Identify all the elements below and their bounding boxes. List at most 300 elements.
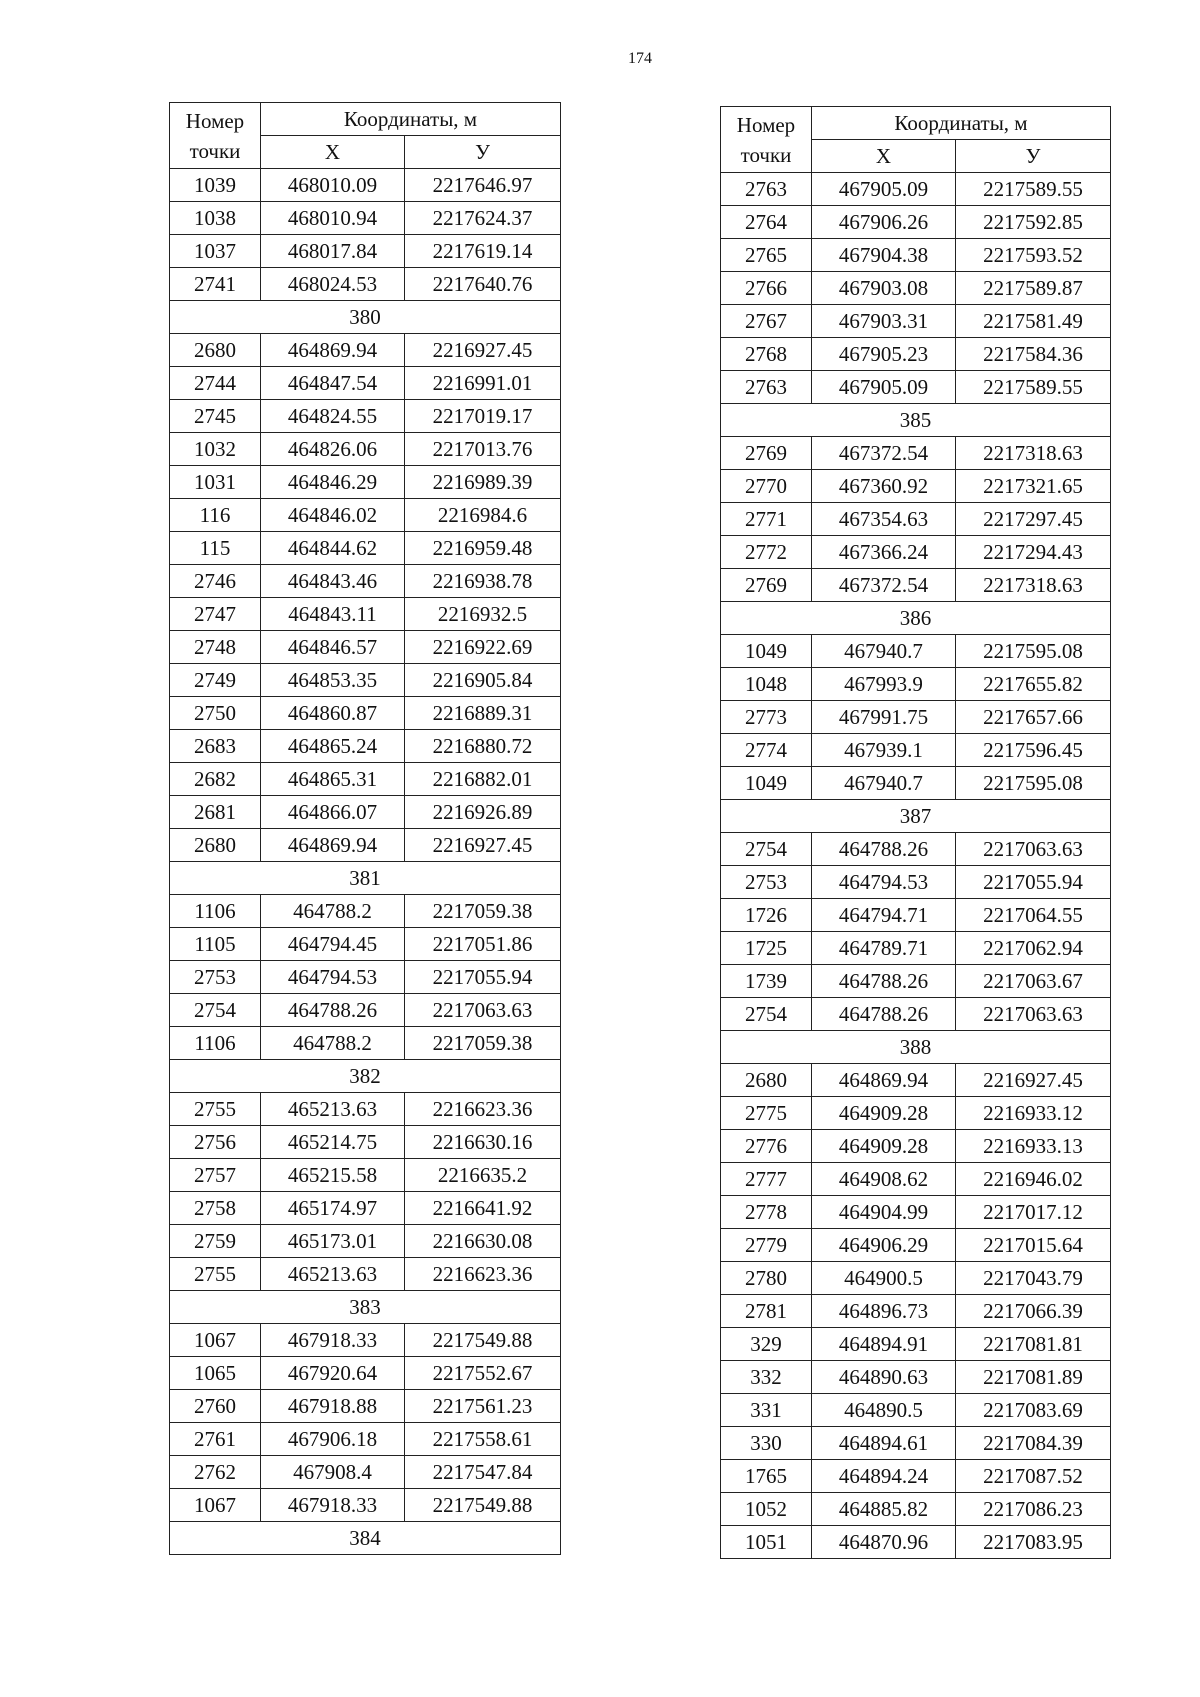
table-row bbox=[170, 961, 561, 994]
y-coordinate-cell: 2216905.84 bbox=[405, 664, 561, 697]
section-label: 385 bbox=[721, 404, 1111, 437]
x-coordinate-cell: 464824.55 bbox=[261, 400, 405, 433]
y-coordinate-cell: 2217084.39 bbox=[956, 1427, 1111, 1460]
x-coordinate-cell: 464788.2 bbox=[261, 895, 405, 928]
x-coordinate-cell: 467903.31 bbox=[812, 305, 956, 338]
table-row bbox=[721, 338, 1111, 371]
point-number-cell: 2745 bbox=[170, 400, 261, 433]
table-row bbox=[721, 1229, 1111, 1262]
y-coordinate-cell: 2217043.79 bbox=[956, 1262, 1111, 1295]
table-row bbox=[170, 565, 561, 598]
y-coordinate-cell: 2216984.6 bbox=[405, 499, 561, 532]
x-coordinate-cell: 467940.7 bbox=[812, 635, 956, 668]
point-number-cell: 2773 bbox=[721, 701, 812, 734]
table-row bbox=[170, 367, 561, 400]
point-number-cell: 2756 bbox=[170, 1126, 261, 1159]
point-number-cell: 2753 bbox=[170, 961, 261, 994]
y-coordinate-cell: 2217595.08 bbox=[956, 767, 1111, 800]
point-number-cell: 1765 bbox=[721, 1460, 812, 1493]
section-row bbox=[170, 862, 561, 895]
y-coordinate-cell: 2217063.63 bbox=[956, 833, 1111, 866]
point-number-header-line1: Номер bbox=[185, 108, 245, 133]
x-coordinate-cell: 464794.53 bbox=[812, 866, 956, 899]
point-number-cell: 2767 bbox=[721, 305, 812, 338]
y-coordinate-cell: 2217055.94 bbox=[956, 866, 1111, 899]
x-coordinate-cell: 467366.24 bbox=[812, 536, 956, 569]
table-body-left bbox=[170, 169, 561, 1555]
point-number-cell: 2761 bbox=[170, 1423, 261, 1456]
section-label: 386 bbox=[721, 602, 1111, 635]
point-number-cell: 2772 bbox=[721, 536, 812, 569]
y-coordinate-cell: 2216922.69 bbox=[405, 631, 561, 664]
table-row bbox=[721, 173, 1111, 206]
table-row bbox=[170, 763, 561, 796]
table-row bbox=[721, 503, 1111, 536]
table-row bbox=[170, 499, 561, 532]
x-coordinate-cell: 464894.61 bbox=[812, 1427, 956, 1460]
table-row bbox=[721, 1196, 1111, 1229]
x-coordinate-cell: 464869.94 bbox=[261, 829, 405, 862]
table-row bbox=[170, 1027, 561, 1060]
point-number-cell: 2750 bbox=[170, 697, 261, 730]
table-row bbox=[170, 202, 561, 235]
table-row bbox=[721, 734, 1111, 767]
x-coordinate-cell: 465213.63 bbox=[261, 1258, 405, 1291]
y-coordinate-cell: 2217589.55 bbox=[956, 173, 1111, 206]
section-row bbox=[170, 1291, 561, 1324]
table-row bbox=[170, 928, 561, 961]
y-coordinate-cell: 2217595.08 bbox=[956, 635, 1111, 668]
point-number-cell: 1051 bbox=[721, 1526, 812, 1559]
point-number-cell: 2680 bbox=[721, 1064, 812, 1097]
point-number-cell: 1032 bbox=[170, 433, 261, 466]
y-coordinate-cell: 2216933.13 bbox=[956, 1130, 1111, 1163]
section-row bbox=[721, 1031, 1111, 1064]
x-coordinate-cell: 465214.75 bbox=[261, 1126, 405, 1159]
y-coordinate-cell: 2217063.67 bbox=[956, 965, 1111, 998]
x-coordinate-cell: 467918.88 bbox=[261, 1390, 405, 1423]
y-coordinate-cell: 2217081.89 bbox=[956, 1361, 1111, 1394]
x-coordinate-cell: 465213.63 bbox=[261, 1093, 405, 1126]
x-coordinate-cell: 465174.97 bbox=[261, 1192, 405, 1225]
table-row bbox=[721, 371, 1111, 404]
page-number: 174 bbox=[628, 50, 652, 67]
section-row bbox=[721, 602, 1111, 635]
table-row bbox=[170, 1324, 561, 1357]
y-coordinate-cell: 2217592.85 bbox=[956, 206, 1111, 239]
y-coordinate-cell: 2217596.45 bbox=[956, 734, 1111, 767]
y-coordinate-cell: 2217655.82 bbox=[956, 668, 1111, 701]
y-coordinate-cell: 2217549.88 bbox=[405, 1489, 561, 1522]
point-number-header-line2: точки bbox=[740, 142, 792, 167]
table-row bbox=[721, 272, 1111, 305]
table-row bbox=[170, 1093, 561, 1126]
x-coordinate-cell: 464870.96 bbox=[812, 1526, 956, 1559]
x-coordinate-cell: 467905.09 bbox=[812, 173, 956, 206]
x-coordinate-cell: 467906.26 bbox=[812, 206, 956, 239]
y-coordinate-cell: 2217657.66 bbox=[956, 701, 1111, 734]
x-coordinate-cell: 464847.54 bbox=[261, 367, 405, 400]
x-coordinate-cell: 467908.4 bbox=[261, 1456, 405, 1489]
y-coordinate-cell: 2217059.38 bbox=[405, 895, 561, 928]
point-number-cell: 2774 bbox=[721, 734, 812, 767]
y-coordinate-cell: 2217063.63 bbox=[956, 998, 1111, 1031]
x-coordinate-cell: 464866.07 bbox=[261, 796, 405, 829]
x-coordinate-cell: 464860.87 bbox=[261, 697, 405, 730]
point-number-cell: 2777 bbox=[721, 1163, 812, 1196]
table-row bbox=[721, 1493, 1111, 1526]
y-coordinate-cell: 2216991.01 bbox=[405, 367, 561, 400]
y-coordinate-cell: 2216630.08 bbox=[405, 1225, 561, 1258]
point-number-cell: 1739 bbox=[721, 965, 812, 998]
point-number-cell: 1052 bbox=[721, 1493, 812, 1526]
y-coordinate-cell: 2216959.48 bbox=[405, 532, 561, 565]
x-coordinate-cell: 467903.08 bbox=[812, 272, 956, 305]
table-row bbox=[721, 536, 1111, 569]
point-number-cell: 2778 bbox=[721, 1196, 812, 1229]
y-coordinate-cell: 2217297.45 bbox=[956, 503, 1111, 536]
point-number-cell: 1037 bbox=[170, 235, 261, 268]
point-number-cell: 2764 bbox=[721, 206, 812, 239]
x-coordinate-cell: 464890.5 bbox=[812, 1394, 956, 1427]
x-coordinate-cell: 467372.54 bbox=[812, 437, 956, 470]
table-row bbox=[721, 1328, 1111, 1361]
y-coordinate-cell: 2217063.63 bbox=[405, 994, 561, 1027]
x-coordinate-cell: 468017.84 bbox=[261, 235, 405, 268]
x-coordinate-cell: 468010.94 bbox=[261, 202, 405, 235]
y-coordinate-cell: 2217066.39 bbox=[956, 1295, 1111, 1328]
x-coordinate-cell: 464788.26 bbox=[261, 994, 405, 1027]
x-coordinate-cell: 468024.53 bbox=[261, 268, 405, 301]
section-label: 381 bbox=[170, 862, 561, 895]
point-number-cell: 1105 bbox=[170, 928, 261, 961]
point-number-cell: 2744 bbox=[170, 367, 261, 400]
point-number-cell: 1725 bbox=[721, 932, 812, 965]
table-row bbox=[170, 895, 561, 928]
table-row bbox=[721, 1361, 1111, 1394]
table-row bbox=[721, 668, 1111, 701]
table-row bbox=[170, 730, 561, 763]
point-number-cell: 2754 bbox=[170, 994, 261, 1027]
y-coordinate-cell: 2216623.36 bbox=[405, 1093, 561, 1126]
table-row bbox=[170, 994, 561, 1027]
point-number-cell: 2681 bbox=[170, 796, 261, 829]
point-number-cell: 2753 bbox=[721, 866, 812, 899]
point-number-cell: 1048 bbox=[721, 668, 812, 701]
y-coordinate-cell: 2217086.23 bbox=[956, 1493, 1111, 1526]
x-coordinate-cell: 467904.38 bbox=[812, 239, 956, 272]
table-row bbox=[721, 1526, 1111, 1559]
table-row bbox=[721, 866, 1111, 899]
x-coordinate-cell: 464846.29 bbox=[261, 466, 405, 499]
point-number-cell: 2765 bbox=[721, 239, 812, 272]
coordinates-header: Координаты, м bbox=[812, 107, 1111, 140]
x-coordinate-cell: 464885.82 bbox=[812, 1493, 956, 1526]
section-row bbox=[170, 301, 561, 334]
y-coordinate-cell: 2216641.92 bbox=[405, 1192, 561, 1225]
y-coordinate-cell: 2217549.88 bbox=[405, 1324, 561, 1357]
point-number-cell: 2769 bbox=[721, 569, 812, 602]
section-row bbox=[170, 1522, 561, 1555]
y-coordinate-cell: 2217051.86 bbox=[405, 928, 561, 961]
point-number-cell: 2747 bbox=[170, 598, 261, 631]
point-number-cell: 116 bbox=[170, 499, 261, 532]
y-coordinate-cell: 2217624.37 bbox=[405, 202, 561, 235]
point-number-cell: 115 bbox=[170, 532, 261, 565]
point-number-cell: 2682 bbox=[170, 763, 261, 796]
x-coordinate-cell: 464896.73 bbox=[812, 1295, 956, 1328]
x-coordinate-cell: 464794.71 bbox=[812, 899, 956, 932]
point-number-cell: 1106 bbox=[170, 895, 261, 928]
point-number-cell: 2754 bbox=[721, 833, 812, 866]
x-coordinate-cell: 464789.71 bbox=[812, 932, 956, 965]
table-row bbox=[721, 833, 1111, 866]
y-coordinate-cell: 2217619.14 bbox=[405, 235, 561, 268]
table-row bbox=[721, 899, 1111, 932]
x-coordinate-cell: 464788.26 bbox=[812, 965, 956, 998]
x-coordinate-cell: 464853.35 bbox=[261, 664, 405, 697]
x-coordinate-cell: 464843.11 bbox=[261, 598, 405, 631]
x-coordinate-cell: 464846.57 bbox=[261, 631, 405, 664]
y-coordinate-cell: 2216927.45 bbox=[405, 334, 561, 367]
y-coordinate-cell: 2216623.36 bbox=[405, 1258, 561, 1291]
section-row bbox=[170, 1060, 561, 1093]
section-row bbox=[721, 800, 1111, 833]
x-header: X bbox=[261, 136, 405, 169]
point-number-cell: 2769 bbox=[721, 437, 812, 470]
x-coordinate-cell: 467372.54 bbox=[812, 569, 956, 602]
point-number-cell: 2763 bbox=[721, 371, 812, 404]
x-coordinate-cell: 467940.7 bbox=[812, 767, 956, 800]
point-number-header bbox=[170, 103, 261, 169]
table-row bbox=[170, 400, 561, 433]
table-row bbox=[170, 697, 561, 730]
table-row bbox=[721, 965, 1111, 998]
x-coordinate-cell: 467918.33 bbox=[261, 1324, 405, 1357]
x-coordinate-cell: 467918.33 bbox=[261, 1489, 405, 1522]
y-coordinate-cell: 2217087.52 bbox=[956, 1460, 1111, 1493]
y-coordinate-cell: 2217059.38 bbox=[405, 1027, 561, 1060]
table-row bbox=[170, 1489, 561, 1522]
point-number-cell: 2746 bbox=[170, 565, 261, 598]
y-coordinate-cell: 2217589.55 bbox=[956, 371, 1111, 404]
y-coordinate-cell: 2217019.17 bbox=[405, 400, 561, 433]
point-number-header-line1: Номер bbox=[736, 112, 796, 137]
point-number-cell: 1067 bbox=[170, 1324, 261, 1357]
point-number-cell: 1049 bbox=[721, 767, 812, 800]
x-coordinate-cell: 468010.09 bbox=[261, 169, 405, 202]
y-coordinate-cell: 2217081.81 bbox=[956, 1328, 1111, 1361]
y-coordinate-cell: 2216938.78 bbox=[405, 565, 561, 598]
table-row bbox=[170, 433, 561, 466]
y-coordinate-cell: 2217062.94 bbox=[956, 932, 1111, 965]
table-row bbox=[721, 1130, 1111, 1163]
x-coordinate-cell: 465173.01 bbox=[261, 1225, 405, 1258]
point-number-cell: 2779 bbox=[721, 1229, 812, 1262]
section-label: 388 bbox=[721, 1031, 1111, 1064]
x-coordinate-cell: 467354.63 bbox=[812, 503, 956, 536]
point-number-cell: 2741 bbox=[170, 268, 261, 301]
table-row bbox=[721, 470, 1111, 503]
x-coordinate-cell: 464909.28 bbox=[812, 1097, 956, 1130]
x-coordinate-cell: 464843.46 bbox=[261, 565, 405, 598]
point-number-cell: 2762 bbox=[170, 1456, 261, 1489]
coordinates-table-left bbox=[169, 102, 561, 1555]
coordinates-header: Координаты, м bbox=[261, 103, 561, 136]
table-row bbox=[721, 998, 1111, 1031]
table-row bbox=[721, 1262, 1111, 1295]
x-coordinate-cell: 464894.24 bbox=[812, 1460, 956, 1493]
y-coordinate-cell: 2217017.12 bbox=[956, 1196, 1111, 1229]
table-row bbox=[170, 1159, 561, 1192]
table-row bbox=[721, 569, 1111, 602]
table-row bbox=[170, 1357, 561, 1390]
point-number-cell: 332 bbox=[721, 1361, 812, 1394]
table-row bbox=[170, 169, 561, 202]
point-number-cell: 2780 bbox=[721, 1262, 812, 1295]
table-row bbox=[170, 1390, 561, 1423]
x-coordinate-cell: 465215.58 bbox=[261, 1159, 405, 1192]
x-coordinate-cell: 467991.75 bbox=[812, 701, 956, 734]
table-row bbox=[170, 532, 561, 565]
y-coordinate-cell: 2216989.39 bbox=[405, 466, 561, 499]
x-coordinate-cell: 464890.63 bbox=[812, 1361, 956, 1394]
point-number-cell: 2781 bbox=[721, 1295, 812, 1328]
point-number-cell: 1726 bbox=[721, 899, 812, 932]
table-row bbox=[170, 1225, 561, 1258]
table-row bbox=[721, 239, 1111, 272]
point-number-cell: 2763 bbox=[721, 173, 812, 206]
x-coordinate-cell: 464869.94 bbox=[812, 1064, 956, 1097]
y-coordinate-cell: 2217015.64 bbox=[956, 1229, 1111, 1262]
x-coordinate-cell: 464865.31 bbox=[261, 763, 405, 796]
table-row bbox=[170, 268, 561, 301]
y-header: У bbox=[405, 136, 561, 169]
point-number-cell: 2755 bbox=[170, 1258, 261, 1291]
table-row bbox=[721, 206, 1111, 239]
y-header: У bbox=[956, 140, 1111, 173]
y-coordinate-cell: 2216635.2 bbox=[405, 1159, 561, 1192]
y-coordinate-cell: 2216880.72 bbox=[405, 730, 561, 763]
point-number-cell: 1031 bbox=[170, 466, 261, 499]
point-number-cell: 2759 bbox=[170, 1225, 261, 1258]
y-coordinate-cell: 2217083.95 bbox=[956, 1526, 1111, 1559]
y-coordinate-cell: 2216932.5 bbox=[405, 598, 561, 631]
point-number-cell: 2754 bbox=[721, 998, 812, 1031]
table-row bbox=[721, 932, 1111, 965]
table-row bbox=[721, 767, 1111, 800]
table-row bbox=[721, 1295, 1111, 1328]
x-coordinate-cell: 464794.53 bbox=[261, 961, 405, 994]
x-coordinate-cell: 464909.28 bbox=[812, 1130, 956, 1163]
table-row bbox=[170, 664, 561, 697]
y-coordinate-cell: 2217584.36 bbox=[956, 338, 1111, 371]
point-number-cell: 2771 bbox=[721, 503, 812, 536]
y-coordinate-cell: 2216630.16 bbox=[405, 1126, 561, 1159]
y-coordinate-cell: 2217561.23 bbox=[405, 1390, 561, 1423]
point-number-cell: 2766 bbox=[721, 272, 812, 305]
section-label: 380 bbox=[170, 301, 561, 334]
point-number-cell: 2680 bbox=[170, 829, 261, 862]
y-coordinate-cell: 2217321.65 bbox=[956, 470, 1111, 503]
y-coordinate-cell: 2216882.01 bbox=[405, 763, 561, 796]
x-coordinate-cell: 464906.29 bbox=[812, 1229, 956, 1262]
table-row bbox=[170, 235, 561, 268]
point-number-cell: 2768 bbox=[721, 338, 812, 371]
y-coordinate-cell: 2217547.84 bbox=[405, 1456, 561, 1489]
x-coordinate-cell: 464788.26 bbox=[812, 998, 956, 1031]
table-body-right bbox=[721, 173, 1111, 1559]
table-row bbox=[721, 1394, 1111, 1427]
point-number-header bbox=[721, 107, 812, 173]
y-coordinate-cell: 2217318.63 bbox=[956, 437, 1111, 470]
x-coordinate-cell: 464826.06 bbox=[261, 433, 405, 466]
table-row bbox=[170, 1423, 561, 1456]
x-coordinate-cell: 467920.64 bbox=[261, 1357, 405, 1390]
x-coordinate-cell: 464794.45 bbox=[261, 928, 405, 961]
x-coordinate-cell: 464865.24 bbox=[261, 730, 405, 763]
y-coordinate-cell: 2217294.43 bbox=[956, 536, 1111, 569]
section-label: 382 bbox=[170, 1060, 561, 1093]
section-row bbox=[721, 404, 1111, 437]
x-coordinate-cell: 467993.9 bbox=[812, 668, 956, 701]
x-coordinate-cell: 464894.91 bbox=[812, 1328, 956, 1361]
point-number-cell: 1038 bbox=[170, 202, 261, 235]
table-row bbox=[170, 1192, 561, 1225]
table-row bbox=[721, 1163, 1111, 1196]
point-number-cell: 1065 bbox=[170, 1357, 261, 1390]
point-number-cell: 2770 bbox=[721, 470, 812, 503]
point-number-cell: 1049 bbox=[721, 635, 812, 668]
table-row bbox=[170, 829, 561, 862]
x-header: X bbox=[812, 140, 956, 173]
x-coordinate-cell: 467360.92 bbox=[812, 470, 956, 503]
x-coordinate-cell: 464846.02 bbox=[261, 499, 405, 532]
table-row bbox=[721, 1427, 1111, 1460]
y-coordinate-cell: 2216927.45 bbox=[405, 829, 561, 862]
table-row bbox=[721, 635, 1111, 668]
table-row bbox=[721, 437, 1111, 470]
y-coordinate-cell: 2217013.76 bbox=[405, 433, 561, 466]
y-coordinate-cell: 2216946.02 bbox=[956, 1163, 1111, 1196]
table-row bbox=[721, 1064, 1111, 1097]
x-coordinate-cell: 467939.1 bbox=[812, 734, 956, 767]
table-row bbox=[170, 466, 561, 499]
y-coordinate-cell: 2217558.61 bbox=[405, 1423, 561, 1456]
x-coordinate-cell: 467906.18 bbox=[261, 1423, 405, 1456]
point-number-cell: 1039 bbox=[170, 169, 261, 202]
point-number-cell: 1106 bbox=[170, 1027, 261, 1060]
table-row bbox=[170, 1126, 561, 1159]
table-row bbox=[721, 701, 1111, 734]
section-label: 387 bbox=[721, 800, 1111, 833]
point-number-header-line2: точки bbox=[189, 138, 241, 163]
point-number-cell: 331 bbox=[721, 1394, 812, 1427]
x-coordinate-cell: 464844.62 bbox=[261, 532, 405, 565]
coordinates-table-right bbox=[720, 106, 1111, 1559]
table-row bbox=[170, 1456, 561, 1489]
table-row bbox=[170, 1258, 561, 1291]
table-row bbox=[170, 796, 561, 829]
point-number-cell: 2757 bbox=[170, 1159, 261, 1192]
x-coordinate-cell: 467905.23 bbox=[812, 338, 956, 371]
point-number-cell: 1067 bbox=[170, 1489, 261, 1522]
point-number-cell: 2775 bbox=[721, 1097, 812, 1130]
y-coordinate-cell: 2217589.87 bbox=[956, 272, 1111, 305]
y-coordinate-cell: 2216933.12 bbox=[956, 1097, 1111, 1130]
point-number-cell: 330 bbox=[721, 1427, 812, 1460]
y-coordinate-cell: 2216927.45 bbox=[956, 1064, 1111, 1097]
